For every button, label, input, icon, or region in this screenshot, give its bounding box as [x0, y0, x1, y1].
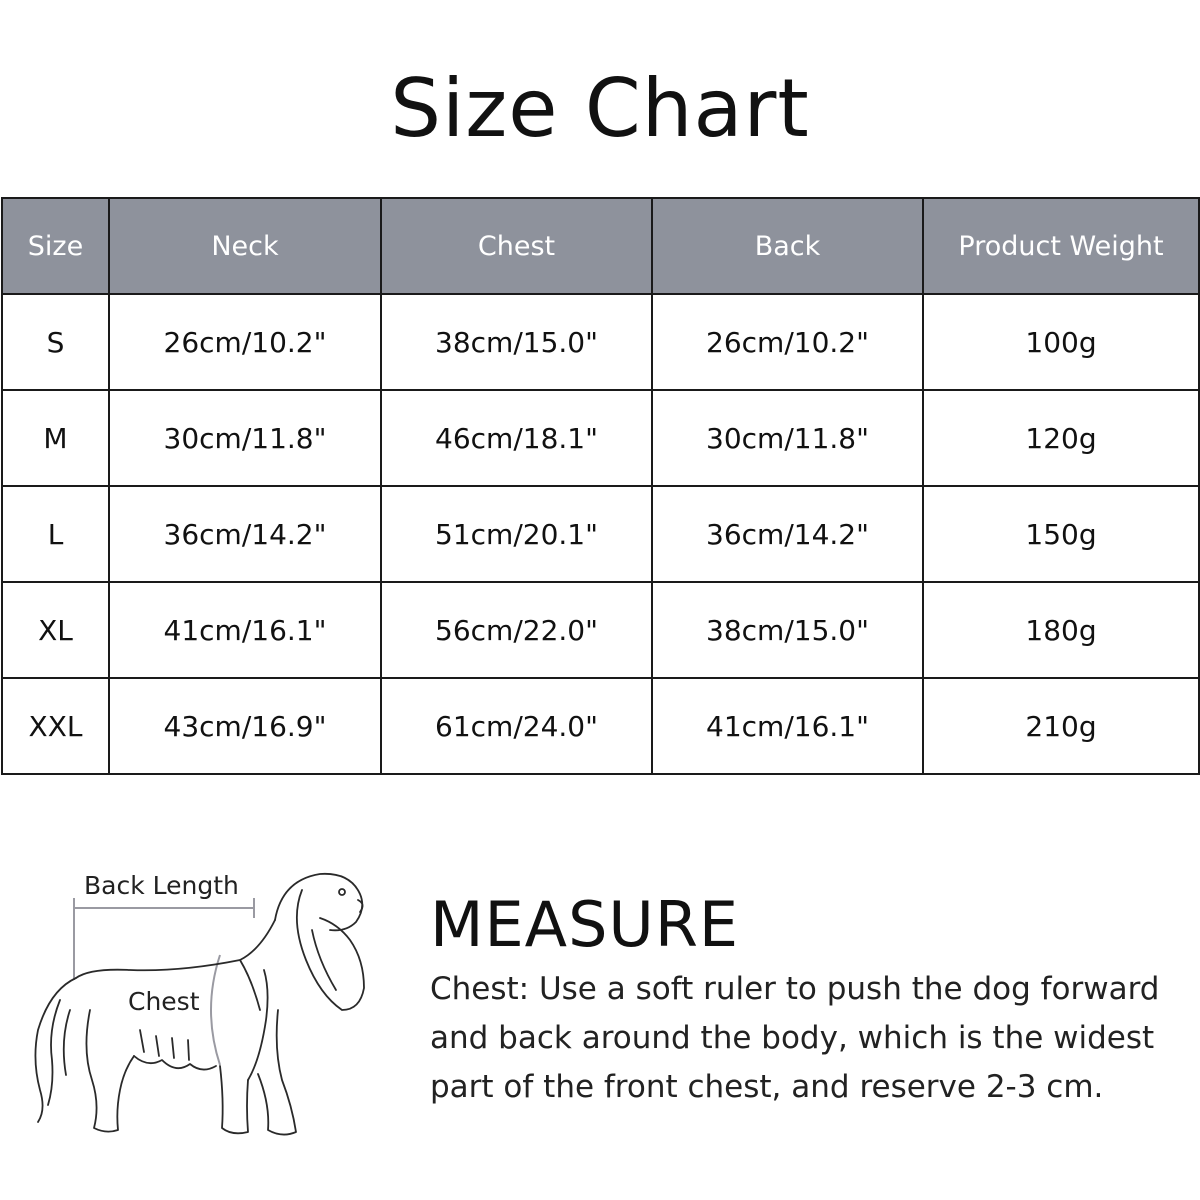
cell-size: XXL — [2, 678, 109, 774]
back-length-bracket — [74, 898, 254, 980]
table-row — [2, 582, 1199, 678]
table-row — [2, 678, 1199, 774]
cell-chest: 38cm/15.0" — [381, 294, 652, 390]
cell-size: L — [2, 486, 109, 582]
cell-chest: 61cm/24.0" — [381, 678, 652, 774]
cell-back: 30cm/11.8" — [652, 390, 923, 486]
cell-back: 36cm/14.2" — [652, 486, 923, 582]
cell-neck: 30cm/11.8" — [109, 390, 381, 486]
cell-back: 38cm/15.0" — [652, 582, 923, 678]
cell-size: XL — [2, 582, 109, 678]
cell-weight: 210g — [923, 678, 1199, 774]
cell-neck: 43cm/16.9" — [109, 678, 381, 774]
cell-size: S — [2, 294, 109, 390]
table-row — [2, 294, 1199, 390]
dog-body — [35, 874, 364, 1135]
header-chest: Chest — [381, 198, 652, 294]
cell-chest: 56cm/22.0" — [381, 582, 652, 678]
cell-size: M — [2, 390, 109, 486]
table-header-row — [2, 198, 1199, 294]
chest-measure-line — [211, 955, 220, 1065]
cell-weight: 120g — [923, 390, 1199, 486]
header-product-weight: Product Weight — [923, 198, 1199, 294]
measure-instructions: Chest: Use a soft ruler to push the dog forward and back around the body, which is the widest part of the front chest, and reserve 2-3 cm. — [430, 971, 1160, 1105]
cell-neck: 41cm/16.1" — [109, 582, 381, 678]
table-row — [2, 486, 1199, 582]
cell-neck: 26cm/10.2" — [109, 294, 381, 390]
table-row — [2, 390, 1199, 486]
cell-back: 26cm/10.2" — [652, 294, 923, 390]
cell-back: 41cm/16.1" — [652, 678, 923, 774]
header-neck: Neck — [109, 198, 381, 294]
size-table — [1, 197, 1200, 775]
header-back: Back — [652, 198, 923, 294]
chest-label: Chest — [128, 987, 200, 1016]
cell-weight: 100g — [923, 294, 1199, 390]
measure-heading: MEASURE — [430, 888, 740, 961]
cell-weight: 180g — [923, 582, 1199, 678]
cell-neck: 36cm/14.2" — [109, 486, 381, 582]
dog-outline-icon — [20, 860, 380, 1160]
page-title: Size Chart — [390, 62, 810, 155]
cell-chest: 51cm/20.1" — [381, 486, 652, 582]
cell-weight: 150g — [923, 486, 1199, 582]
cell-chest: 46cm/18.1" — [381, 390, 652, 486]
header-size: Size — [2, 198, 109, 294]
back-length-label: Back Length — [84, 871, 239, 900]
